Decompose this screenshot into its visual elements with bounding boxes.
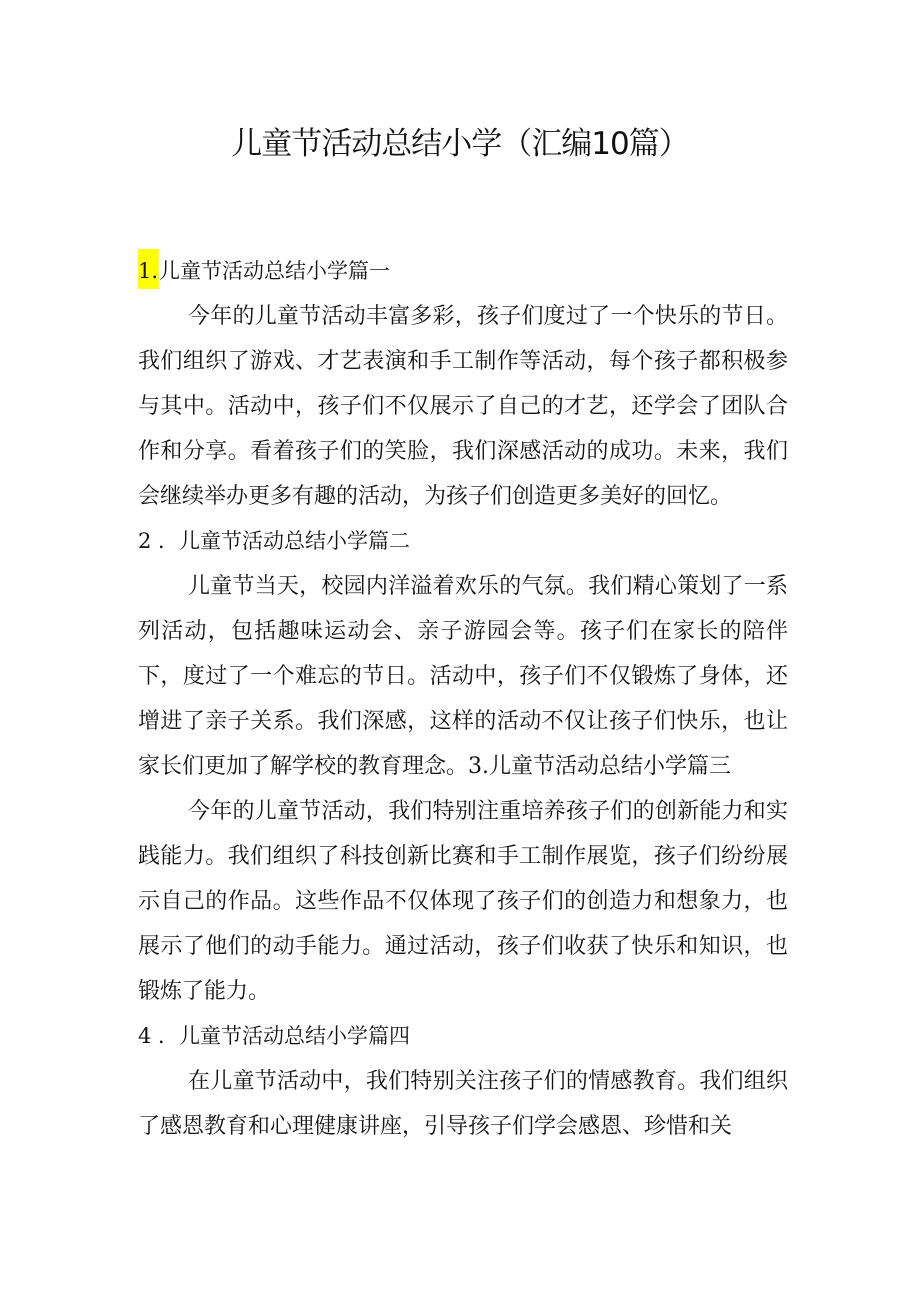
highlighted-number: 1. xyxy=(138,249,159,289)
section-paragraph-4: 在儿童节活动中，我们特别关注孩子们的情感教育。我们组织了感恩教育和心理健康讲座，引导孩子们学会感恩、珍惜和关 xyxy=(138,1069,788,1139)
section-heading-2 xyxy=(138,519,788,564)
section-paragraph-3: 今年的儿童节活动，我们特别注重培养孩子们的创新能力和实践能力。我们组织了科技创新比赛和手工制作展览，孩子们纷纷展示自己的作品。这些作品不仅体现了孩子们的创造力和想象力，也展示了他们的动手能力。通过活动，孩子们收获了快乐和知识，也锻炼了能力。 xyxy=(138,799,788,1004)
section-heading-text: 儿童节活动总结小学篇一 xyxy=(159,259,391,283)
section-heading-4 xyxy=(138,1014,788,1059)
section-paragraph-1: 今年的儿童节活动丰富多彩，孩子们度过了一个快乐的节日。我们组织了游戏、才艺表演和手工制作等活动，每个孩子都积极参与其中。活动中，孩子们不仅展示了自己的才艺，还学会了团队合作和分享。看着孩子们的笑脸，我们深感活动的成功。未来，我们会继续举办更多有趣的活动，为孩子们创造更多美好的回忆。 xyxy=(138,304,788,509)
document-body xyxy=(138,249,788,1149)
section-number: 2 xyxy=(138,529,152,553)
inline-section-heading-3: 3.儿童节活动总结小学篇三 xyxy=(468,754,732,779)
section-heading-text: ．儿童节活动总结小学篇二 xyxy=(151,529,411,553)
section-heading-1 xyxy=(138,249,788,294)
section-number: 4 xyxy=(138,1024,152,1048)
paragraph-text: 儿童节当天，校园内洋溢着欢乐的气氛。我们精心策划了一系列活动，包括趣味运动会、亲子游园会等。孩子们在家长的陪伴下，度过了一个难忘的节日。活动中，孩子们不仅锻炼了身体，还增进了亲子关系。我们深感，这样的活动不仅让孩子们快乐，也让家长们更加了解学校的教育理念。 xyxy=(138,574,788,779)
section-heading-text: ．儿童节活动总结小学篇四 xyxy=(151,1024,411,1048)
section-paragraph-2 xyxy=(138,564,788,789)
document-title: 儿童节活动总结小学（汇编10篇） xyxy=(231,126,689,162)
